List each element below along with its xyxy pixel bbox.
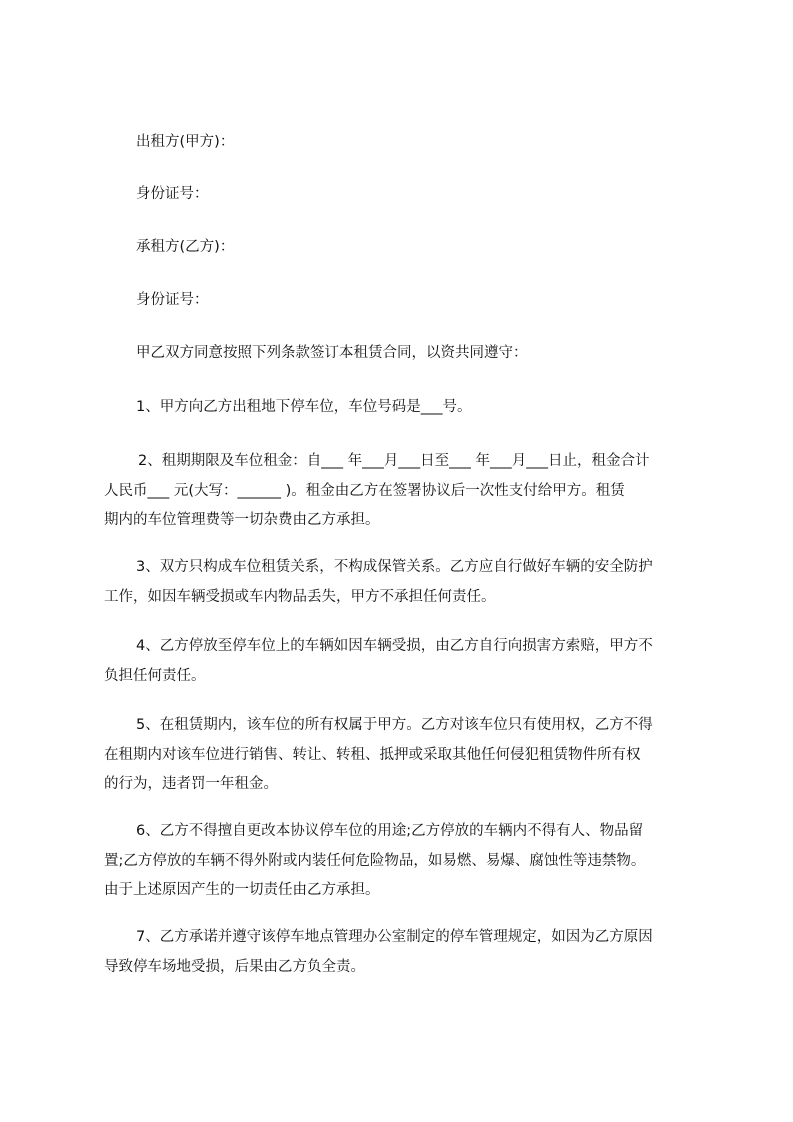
lessor-id-field	[104, 180, 740, 210]
intro-paragraph	[104, 339, 740, 369]
clause-4-line-1: 4、乙方停放至停车位上的车辆如因车辆受损，由乙方自行向损害方索赔，甲方不	[136, 638, 653, 654]
lessor-field	[104, 128, 740, 158]
clause-5-line-3: 的行为，违者罚一年租金。	[104, 776, 278, 792]
clause-4-line-2: 负担任何责任。	[104, 667, 206, 684]
clause-3	[104, 553, 708, 612]
clause-3-line-2: 工作，如因车辆受损或车内物品丢失，甲方不承担任何责任。	[104, 588, 496, 605]
clause-1-line-1: 1、甲方向乙方出租地下停车位，车位号码是___号。	[136, 399, 472, 415]
clause-3-line-1: 3、双方只构成车位租赁关系，不构成保管关系。乙方应自行做好车辆的安全防护	[136, 559, 653, 575]
clause-6-line-1: 6、乙方不得擅自更改本协议停车位的用途;乙方停放的车辆内不得有人、物品留	[136, 823, 644, 839]
clause-7-line-1: 7、乙方承诺并遵守该停车地点管理办公室制定的停车管理规定，如因为乙方原因	[136, 929, 653, 945]
clause-5	[104, 711, 708, 800]
clause-6	[104, 817, 708, 906]
clause-4	[104, 632, 708, 691]
clause-1	[104, 393, 740, 423]
clause-2	[104, 447, 708, 536]
clause-5-line-2: 在租期内对该车位进行销售、转让、转租、抵押或采取其他任何侵犯租赁物件所有权	[104, 746, 641, 763]
clause-2-line-1: 2、租期期限及车位租金：自___ 年___月___日至___ 年___月___日止，租金合计	[138, 453, 650, 469]
lessee-field	[104, 233, 740, 263]
lessee-label: 承租方(乙方)：	[136, 239, 235, 255]
lessor-label: 出租方(甲方)：	[136, 134, 235, 150]
intro-text: 甲乙双方同意按照下列条款签订本租赁合同，以资共同遵守：	[136, 345, 528, 361]
clause-2-line-2: 人民币___ 元(大写：______ )。租金由乙方在签署协议后一次性支付给甲方。租赁	[104, 482, 625, 499]
clause-6-line-3: 由于上述原因产生的一切责任由乙方承担。	[104, 882, 380, 898]
clause-7	[104, 923, 708, 982]
lessor-id-label: 身份证号：	[136, 186, 209, 202]
clause-5-line-1: 5、在租赁期内，该车位的所有权属于甲方。乙方对该车位只有使用权，乙方不得	[136, 717, 653, 733]
clause-6-line-2: 置;乙方停放的车辆不得外附或内装任何危险物品，如易燃、易爆、腐蚀性等违禁物。	[104, 852, 646, 869]
clause-7-line-2: 导致停车场地受损，后果由乙方负全责。	[104, 958, 365, 975]
lessee-id-label: 身份证号：	[136, 292, 209, 308]
lessee-id-field	[104, 286, 740, 316]
clause-2-line-3: 期内的车位管理费等一切杂费由乙方承担。	[104, 512, 380, 528]
